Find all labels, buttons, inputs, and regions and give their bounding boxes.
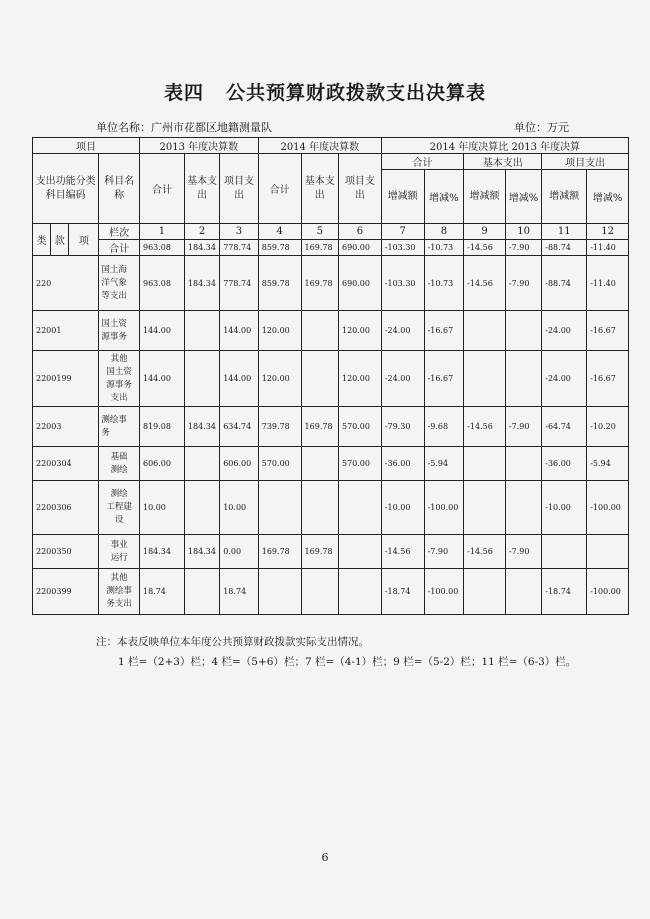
header-cmp-basic: 基本支出	[464, 154, 542, 170]
header-col-seq: 栏次	[99, 224, 140, 240]
subject-name-line: 基础	[110, 451, 128, 462]
value-cell: 634.74	[220, 407, 259, 447]
value-cell: 184.34	[184, 535, 219, 569]
value-cell	[301, 447, 338, 481]
value-cell: -24.00	[542, 311, 587, 351]
subject-name-line: 设	[114, 515, 124, 525]
table-note: 注：本表反映单位本年度公共预算财政拨款实际支出情况。	[96, 636, 369, 648]
header-2013: 2013 年度决算数	[139, 138, 258, 154]
value-cell	[338, 569, 381, 615]
header-lei: 类	[33, 224, 51, 256]
value-cell	[301, 481, 338, 535]
value-cell: 120.00	[258, 311, 301, 351]
value-cell: -10.00	[542, 481, 587, 535]
subject-name-line: 源事务	[106, 379, 132, 390]
subject-name-line: 务	[101, 427, 110, 438]
value-cell: -14.56	[464, 407, 506, 447]
table-row	[33, 535, 629, 569]
value-cell	[587, 535, 629, 569]
value-cell: 120.00	[338, 311, 381, 351]
value-cell: -64.74	[542, 407, 587, 447]
sum-cell: 690.00	[338, 240, 381, 256]
sum-cell: -88.74	[542, 240, 587, 256]
value-cell: -7.90	[505, 256, 541, 311]
subject-name-line: 工程建	[106, 502, 132, 512]
value-cell: -16.67	[587, 311, 629, 351]
value-cell: -16.67	[424, 311, 464, 351]
value-cell	[184, 311, 219, 351]
value-cell	[505, 351, 541, 407]
value-cell	[505, 569, 541, 615]
sum-cell: 778.74	[220, 240, 259, 256]
subject-name-line: 源事务	[101, 331, 127, 342]
value-cell: -36.00	[542, 447, 587, 481]
value-cell: -14.56	[381, 535, 424, 569]
value-cell: -100.00	[424, 569, 464, 615]
value-cell: 169.78	[258, 535, 301, 569]
value-cell: -7.90	[505, 535, 541, 569]
subject-name-line: 国土海	[101, 264, 127, 275]
value-cell: -24.00	[542, 351, 587, 407]
subject-name-line: 等支出	[101, 290, 127, 301]
header-inc-pct: 增减%	[424, 170, 464, 224]
value-cell: -5.94	[424, 447, 464, 481]
unit-name: 单位名称：广州市花都区地籍测量队	[96, 121, 272, 134]
value-cell	[505, 311, 541, 351]
row-subject-name	[99, 481, 140, 535]
value-cell: 184.34	[184, 407, 219, 447]
value-cell: 570.00	[338, 447, 381, 481]
value-cell: 819.08	[139, 407, 184, 447]
value-cell: -79.30	[381, 407, 424, 447]
table-row	[33, 447, 629, 481]
value-cell: 144.00	[220, 351, 259, 407]
sum-cell: -11.40	[587, 240, 629, 256]
value-cell: 606.00	[139, 447, 184, 481]
value-cell	[184, 481, 219, 535]
subject-name-line: 务支出	[106, 599, 132, 609]
value-cell: 144.00	[220, 311, 259, 351]
sum-cell: -7.90	[505, 240, 541, 256]
header-cmp-project: 项目支出	[542, 154, 629, 170]
value-cell	[464, 569, 506, 615]
value-cell: -10.73	[424, 256, 464, 311]
sum-cell: -103.30	[381, 240, 424, 256]
value-cell: -16.67	[424, 351, 464, 407]
value-cell: 169.78	[301, 407, 338, 447]
col-number: 12	[587, 224, 629, 240]
col-number: 10	[505, 224, 541, 240]
subject-name-line: 测绘	[110, 464, 128, 475]
subject-name-line: 运行	[110, 552, 128, 563]
subject-name-line: 洋气象	[101, 277, 127, 288]
header-inc-amount: 增减额	[542, 170, 587, 224]
subject-name-line: 支出	[110, 392, 128, 403]
subject-name-line: 事业	[110, 539, 128, 550]
sum-cell: 963.08	[139, 240, 184, 256]
header-2014-project: 项目支出	[338, 154, 381, 224]
page-title	[0, 78, 650, 105]
value-cell: 120.00	[258, 351, 301, 407]
header-xiang: 项	[69, 224, 99, 256]
row-subject-name	[99, 535, 140, 569]
sum-cell: 859.78	[258, 240, 301, 256]
value-cell	[464, 481, 506, 535]
header-2014: 2014 年度决算数	[258, 138, 381, 154]
header-kuan: 款	[51, 224, 69, 256]
header-inc-pct: 增减%	[505, 170, 541, 224]
subject-name-line: 测绘事	[106, 586, 132, 596]
value-cell	[184, 569, 219, 615]
currency-unit: 单位：万元	[514, 121, 569, 134]
data-rows	[33, 256, 629, 615]
value-cell: 10.00	[220, 481, 259, 535]
row-subject-name	[99, 447, 140, 481]
value-cell	[301, 351, 338, 407]
col-number: 5	[301, 224, 338, 240]
table-number: 表四	[163, 82, 204, 104]
value-cell: 169.78	[301, 256, 338, 311]
value-cell	[542, 535, 587, 569]
value-cell	[505, 481, 541, 535]
value-cell	[338, 535, 381, 569]
value-cell: -100.00	[424, 481, 464, 535]
subject-name-line: 国土资	[106, 366, 132, 377]
row-subject-name	[99, 311, 140, 351]
header-2013-project: 项目支出	[220, 154, 259, 224]
header-subject-name: 科目名称	[99, 154, 140, 224]
value-cell: 690.00	[338, 256, 381, 311]
value-cell: 18.74	[220, 569, 259, 615]
value-cell: 10.00	[139, 481, 184, 535]
table-row	[33, 351, 629, 407]
value-cell: -18.74	[381, 569, 424, 615]
expenditure-table	[32, 137, 629, 615]
header-inc-pct: 增减%	[587, 170, 629, 224]
table-title: 公共预算财政拨款支出决算表	[226, 82, 487, 104]
header-2013-basic: 基本支出	[184, 154, 219, 224]
value-cell: 184.34	[139, 535, 184, 569]
value-cell: 606.00	[220, 447, 259, 481]
value-cell: 570.00	[338, 407, 381, 447]
value-cell	[464, 351, 506, 407]
value-cell	[505, 447, 541, 481]
row-code: 2200199	[33, 351, 99, 407]
header-item: 项目	[33, 138, 140, 154]
header-compare: 2014 年度决算比 2013 年度决算	[381, 138, 628, 154]
subject-name-line: 测绘	[110, 489, 128, 499]
value-cell	[258, 481, 301, 535]
value-cell: 120.00	[338, 351, 381, 407]
value-cell	[464, 311, 506, 351]
subject-name-line: 测绘事	[101, 414, 127, 425]
row-code: 2200306	[33, 481, 99, 535]
col-number: 4	[258, 224, 301, 240]
table-row	[33, 407, 629, 447]
col-number: 9	[464, 224, 506, 240]
col-number: 2	[184, 224, 219, 240]
value-cell: 184.34	[184, 256, 219, 311]
value-cell: -103.30	[381, 256, 424, 311]
row-subject-name	[99, 407, 140, 447]
header-2014-basic: 基本支出	[301, 154, 338, 224]
col-number: 11	[542, 224, 587, 240]
value-cell: 859.78	[258, 256, 301, 311]
value-cell: -88.74	[542, 256, 587, 311]
header-2014-total: 合计	[258, 154, 301, 224]
subject-name-line: 国土资	[101, 318, 127, 329]
row-code: 2200399	[33, 569, 99, 615]
value-cell: 778.74	[220, 256, 259, 311]
page-number: 6	[321, 851, 329, 864]
row-subject-name	[99, 351, 140, 407]
value-cell: -10.00	[381, 481, 424, 535]
table-row	[33, 481, 629, 535]
value-cell: -18.74	[542, 569, 587, 615]
sum-label: 合计	[99, 240, 140, 256]
row-subject-name	[99, 569, 140, 615]
header-inc-amount: 增减额	[464, 170, 506, 224]
col-number: 6	[338, 224, 381, 240]
row-code: 220	[33, 256, 99, 311]
row-code: 2200350	[33, 535, 99, 569]
header-cmp-total: 合计	[381, 154, 463, 170]
value-cell: -10.20	[587, 407, 629, 447]
row-code: 22001	[33, 311, 99, 351]
value-cell: -14.56	[464, 256, 506, 311]
value-cell	[258, 569, 301, 615]
value-cell: -24.00	[381, 351, 424, 407]
value-cell	[301, 569, 338, 615]
col-number: 1	[139, 224, 184, 240]
value-cell: 0.00	[220, 535, 259, 569]
value-cell	[184, 447, 219, 481]
value-cell: -24.00	[381, 311, 424, 351]
subject-name-line: 其他	[110, 573, 128, 583]
row-subject-name	[99, 256, 140, 311]
value-cell: 144.00	[139, 351, 184, 407]
col-number: 7	[381, 224, 424, 240]
value-cell: -11.40	[587, 256, 629, 311]
header-2013-total: 合计	[139, 154, 184, 224]
col-number: 8	[424, 224, 464, 240]
header-inc-amount: 增减额	[381, 170, 424, 224]
value-cell: -9.68	[424, 407, 464, 447]
value-cell	[184, 351, 219, 407]
value-cell: 144.00	[139, 311, 184, 351]
formula-note: 1 栏=（2+3）栏；4 栏=（5+6）栏；7 栏=（4-1）栏；9 栏=（5-2）栏；11 栏=（6-3）栏。	[118, 656, 577, 668]
value-cell: -7.90	[505, 407, 541, 447]
sum-cell: -10.73	[424, 240, 464, 256]
table-row	[33, 311, 629, 351]
value-cell: -5.94	[587, 447, 629, 481]
value-cell: -100.00	[587, 569, 629, 615]
table-row	[33, 569, 629, 615]
table-row	[33, 256, 629, 311]
value-cell: 963.08	[139, 256, 184, 311]
value-cell	[338, 481, 381, 535]
row-code: 22003	[33, 407, 99, 447]
sum-cell: 184.34	[184, 240, 219, 256]
value-cell	[301, 311, 338, 351]
sum-cell: -14.56	[464, 240, 506, 256]
sum-cell: 169.78	[301, 240, 338, 256]
value-cell: -14.56	[464, 535, 506, 569]
value-cell: -7.90	[424, 535, 464, 569]
value-cell: -16.67	[587, 351, 629, 407]
value-cell: 18.74	[139, 569, 184, 615]
value-cell: -36.00	[381, 447, 424, 481]
value-cell	[464, 447, 506, 481]
col-number: 3	[220, 224, 259, 240]
value-cell: 570.00	[258, 447, 301, 481]
value-cell: -100.00	[587, 481, 629, 535]
row-code: 2200304	[33, 447, 99, 481]
header-func-code: 支出功能分类科目编码	[33, 154, 99, 224]
value-cell: 169.78	[301, 535, 338, 569]
value-cell: 739.78	[258, 407, 301, 447]
subject-name-line: 其他	[110, 353, 128, 364]
